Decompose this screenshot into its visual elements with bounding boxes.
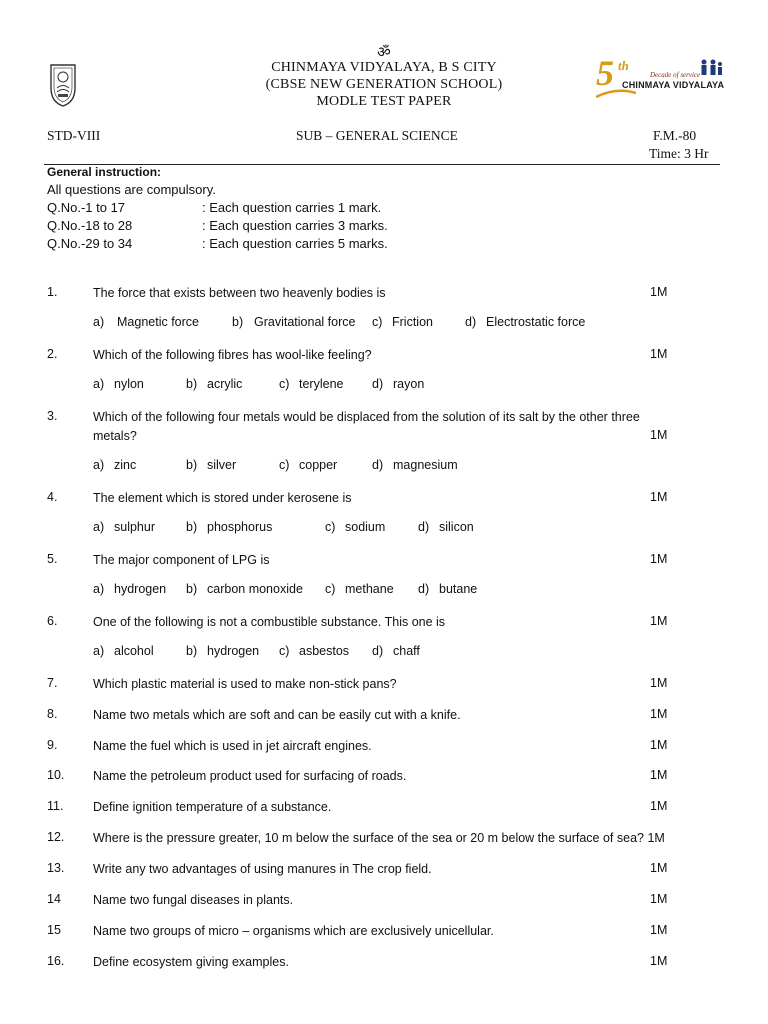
question-number: 1. [47, 285, 58, 299]
instruction-text: : Each question carries 1 mark. [202, 200, 382, 215]
question-marks: 1M [650, 614, 668, 628]
option-letter: d) [465, 315, 477, 329]
option-text: zinc [114, 458, 137, 472]
question-number: 7. [47, 676, 58, 690]
option-letter: c) [279, 644, 290, 658]
question-marks: 1M [650, 552, 668, 566]
option-letter: b) [186, 582, 198, 596]
subject-label: SUB – GENERAL SCIENCE [296, 128, 458, 143]
question-marks: 1M [650, 347, 668, 361]
question-text: Name two fungal diseases in plants. [93, 893, 294, 907]
option-letter: c) [325, 582, 336, 596]
option-text: sulphur [114, 520, 155, 534]
option-text: asbestos [299, 644, 350, 658]
instruction-range: Q.No.-18 to 28 [47, 218, 133, 233]
om-symbol: ॐ [377, 45, 391, 61]
question-number: 12. [47, 830, 65, 844]
option-letter: b) [186, 377, 198, 391]
option-letter: a) [93, 377, 105, 391]
option-letter: d) [418, 520, 430, 534]
instruction-range: Q.No.-29 to 34 [47, 236, 133, 251]
question-marks: 1M [650, 738, 668, 752]
option-text: hydrogen [207, 644, 260, 658]
option-letter: a) [93, 458, 105, 472]
option-letter: a) [93, 644, 105, 658]
question-number: 15 [47, 923, 61, 937]
option-letter: b) [232, 315, 244, 329]
option-text: sodium [345, 520, 386, 534]
option-letter: c) [279, 458, 290, 472]
question-text: The major component of LPG is [93, 553, 270, 567]
option-text: Friction [392, 315, 433, 329]
question-marks: 1M [650, 285, 668, 299]
question-number: 13. [47, 861, 65, 875]
option-text: chaff [393, 644, 420, 658]
question-text-continued: metals? [93, 429, 137, 443]
question-text: Name the petroleum product used for surfacing of roads. [93, 769, 407, 783]
school-name: CHINMAYA VIDYALAYA, B S CITY [271, 60, 497, 75]
option-text: Magnetic force [117, 315, 199, 329]
question-text: Define ignition temperature of a substance. [93, 800, 332, 814]
option-text: butane [439, 582, 478, 596]
question-marks: 1M [650, 768, 668, 782]
logo-superscript: th [618, 58, 629, 73]
option-letter: b) [186, 644, 198, 658]
question-text: Name two metals which are soft and can be easily cut with a knife. [93, 708, 461, 722]
question-text: Which plastic material is used to make non-stick pans? [93, 677, 397, 691]
option-letter: d) [372, 458, 384, 472]
full-marks: F.M.-80 [653, 128, 697, 143]
option-letter: b) [186, 458, 198, 472]
option-text: nylon [114, 377, 144, 391]
question-marks: 1M [650, 892, 668, 906]
option-text: silver [207, 458, 237, 472]
option-text: acrylic [207, 377, 243, 391]
question-marks: 1M [650, 490, 668, 504]
logo-swoosh [596, 86, 636, 104]
option-text: terylene [299, 377, 344, 391]
option-text: methane [345, 582, 394, 596]
question-number: 16. [47, 954, 65, 968]
question-number: 11. [47, 799, 64, 813]
logo-tagline: Decade of service [650, 71, 701, 79]
question-number: 10. [47, 768, 65, 782]
question-text: Define ecosystem giving examples. [93, 955, 289, 969]
instructions-title: General instruction: [47, 165, 162, 179]
std-label: STD-VIII [47, 128, 101, 143]
option-letter: a) [93, 520, 105, 534]
logo-number: 5 [596, 53, 614, 93]
question-text: Which of the following four metals would be displaced from the solution of its salt by the other three [93, 410, 640, 424]
question-text: Write any two advantages of using manures in The crop field. [93, 862, 432, 876]
option-letter: a) [93, 315, 105, 329]
option-letter: d) [418, 582, 430, 596]
option-letter: a) [93, 582, 105, 596]
option-text: phosphorus [207, 520, 273, 534]
logo-name: CHINMAYA VIDYALAYA [622, 80, 725, 90]
question-number: 6. [47, 614, 58, 628]
option-letter: b) [186, 520, 198, 534]
school-type: (CBSE NEW GENERATION SCHOOL) [265, 77, 503, 92]
instructions-line: All questions are compulsory. [47, 182, 216, 197]
question-number: 8. [47, 707, 58, 721]
option-text: copper [299, 458, 338, 472]
question-text: Which of the following fibres has wool-like feeling? [93, 348, 372, 362]
instruction-text: : Each question carries 3 marks. [202, 218, 388, 233]
paper-title: MODLE TEST PAPER [316, 94, 452, 109]
question-text: Name two groups of micro – organisms which are exclusively unicellular. [93, 924, 494, 938]
question-number: 14 [47, 892, 61, 906]
question-number: 5. [47, 552, 58, 566]
question-number: 2. [47, 347, 58, 361]
option-text: hydrogen [114, 582, 167, 596]
question-marks: 1M [650, 428, 668, 442]
question-number: 3. [47, 409, 58, 423]
question-marks: 1M [650, 799, 668, 813]
option-text: alcohol [114, 644, 154, 658]
question-text: One of the following is not a combustible substance. This one is [93, 615, 446, 629]
question-text: Name the fuel which is used in jet aircraft engines. [93, 739, 372, 753]
option-text: rayon [393, 377, 425, 391]
instruction-text: : Each question carries 5 marks. [202, 236, 388, 251]
option-letter: c) [325, 520, 336, 534]
question-marks: 1M [650, 707, 668, 721]
option-text: silicon [439, 520, 474, 534]
option-text: Electrostatic force [486, 315, 586, 329]
question-text: The element which is stored under kerosene is [93, 491, 352, 505]
instruction-range: Q.No.-1 to 17 [47, 200, 126, 215]
question-number: 4. [47, 490, 58, 504]
question-marks: 1M [650, 954, 668, 968]
time-allowed: Time: 3 Hr [649, 146, 709, 161]
option-text: magnesium [393, 458, 458, 472]
option-letter: c) [372, 315, 383, 329]
option-letter: d) [372, 644, 384, 658]
option-text: carbon monoxide [207, 582, 303, 596]
question-marks: 1M [650, 676, 668, 690]
option-letter: c) [279, 377, 290, 391]
question-text: Where is the pressure greater, 10 m below the surface of the sea or 20 m below the surface of sea? 1M [93, 831, 665, 845]
question-number: 9. [47, 738, 58, 752]
option-letter: d) [372, 377, 384, 391]
question-text: The force that exists between two heavenly bodies is [93, 286, 386, 300]
option-text: Gravitational force [254, 315, 356, 329]
fifth-decade-logo [594, 53, 728, 98]
question-marks: 1M [650, 861, 668, 875]
question-marks: 1M [650, 923, 668, 937]
